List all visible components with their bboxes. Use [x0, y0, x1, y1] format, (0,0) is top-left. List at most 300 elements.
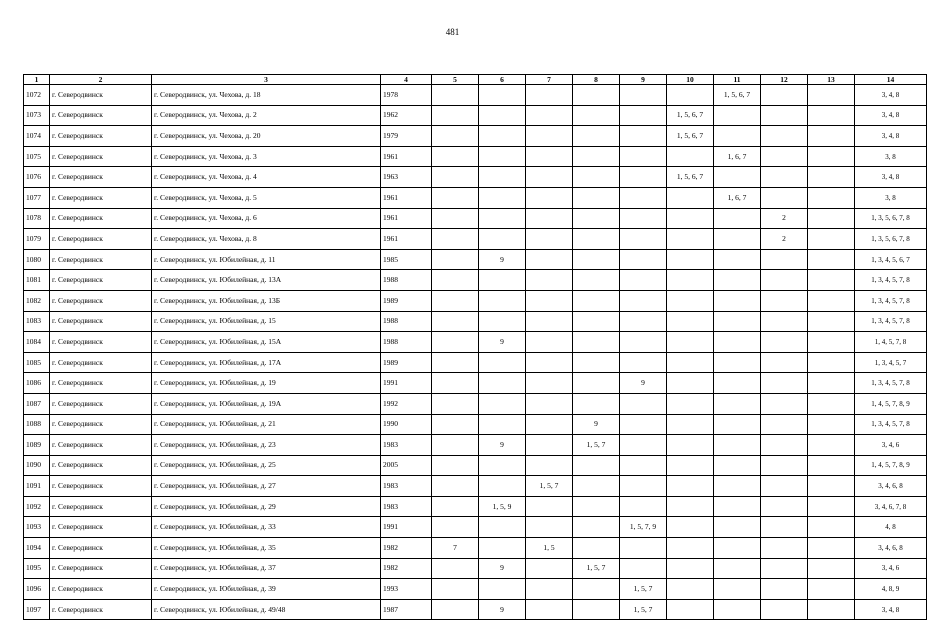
table-cell [432, 352, 479, 373]
table-cell [808, 579, 855, 600]
table-cell: 1992 [381, 393, 432, 414]
table-cell: 9 [573, 414, 620, 435]
table-cell [667, 393, 714, 414]
table-row [24, 105, 927, 126]
table-cell: г. Северодвинск, ул. Чехова, д. 2 [152, 105, 381, 126]
table-cell [526, 311, 573, 332]
table-cell: 3, 4, 8 [855, 126, 927, 147]
table-cell: 1, 5, 7, 9 [620, 517, 667, 538]
table-cell [479, 208, 526, 229]
table-cell: 1, 4, 5, 7, 8 [855, 332, 927, 353]
table-cell [479, 455, 526, 476]
table-cell [526, 352, 573, 373]
table-cell [432, 476, 479, 497]
table-cell [761, 187, 808, 208]
table-cell: 9 [479, 435, 526, 456]
table-cell [761, 352, 808, 373]
table-cell [526, 579, 573, 600]
table-cell [479, 538, 526, 559]
table-cell [667, 229, 714, 250]
table-cell [620, 146, 667, 167]
table-cell: г. Северодвинск, ул. Юбилейная, д. 19А [152, 393, 381, 414]
table-row [24, 146, 927, 167]
table-cell [808, 126, 855, 147]
table-cell: 1, 3, 4, 5, 7, 8 [855, 270, 927, 291]
table-cell [432, 311, 479, 332]
table-cell: 1, 3, 4, 5, 7, 8 [855, 311, 927, 332]
table-cell: 3, 8 [855, 146, 927, 167]
table-row [24, 332, 927, 353]
table-cell [526, 373, 573, 394]
table-cell [432, 85, 479, 106]
table-cell [714, 352, 761, 373]
table-cell [714, 538, 761, 559]
table-cell: 1988 [381, 311, 432, 332]
table-row [24, 455, 927, 476]
table-cell: 1091 [24, 476, 50, 497]
table-cell: г. Северодвинск, ул. Чехова, д. 5 [152, 187, 381, 208]
page-number: 481 [445, 27, 460, 37]
table-cell: 1, 3, 4, 5, 7, 8 [855, 373, 927, 394]
table-cell [667, 290, 714, 311]
table-cell: г. Северодвинск [50, 455, 152, 476]
table-cell: 3, 4, 8 [855, 85, 927, 106]
table-cell: г. Северодвинск [50, 517, 152, 538]
table-cell: 1088 [24, 414, 50, 435]
table-cell [714, 599, 761, 620]
table-cell [573, 517, 620, 538]
table-cell [573, 85, 620, 106]
table-cell [620, 476, 667, 497]
table-cell [573, 249, 620, 270]
table-cell [573, 290, 620, 311]
table-cell: г. Северодвинск [50, 270, 152, 291]
table-cell [573, 270, 620, 291]
table-cell: 2 [761, 208, 808, 229]
table-cell: 1, 3, 4, 5, 7, 8 [855, 414, 927, 435]
table-cell [714, 393, 761, 414]
table-cell [761, 393, 808, 414]
table-cell [479, 579, 526, 600]
table-cell: 1990 [381, 414, 432, 435]
table-cell: 1096 [24, 579, 50, 600]
table-cell [526, 229, 573, 250]
table-cell: 9 [479, 249, 526, 270]
table-cell [620, 414, 667, 435]
table-cell [808, 414, 855, 435]
table-cell [714, 373, 761, 394]
table-cell [714, 579, 761, 600]
table-cell [432, 496, 479, 517]
table-cell [479, 167, 526, 188]
table-cell [620, 229, 667, 250]
table-cell [667, 455, 714, 476]
table-cell [667, 270, 714, 291]
table-cell [808, 167, 855, 188]
table-cell [573, 229, 620, 250]
table-cell [432, 579, 479, 600]
table-cell: г. Северодвинск, ул. Юбилейная, д. 21 [152, 414, 381, 435]
table-cell [432, 105, 479, 126]
table-cell: 9 [620, 373, 667, 394]
table-cell [620, 85, 667, 106]
table-cell [667, 414, 714, 435]
table-cell: 1, 5, 7 [573, 435, 620, 456]
table-cell: г. Северодвинск, ул. Чехова, д. 20 [152, 126, 381, 147]
table-row [24, 249, 927, 270]
table-cell: 1085 [24, 352, 50, 373]
table-cell [573, 311, 620, 332]
table-cell: 1075 [24, 146, 50, 167]
table-cell: 1073 [24, 105, 50, 126]
table-cell [432, 599, 479, 620]
table-cell: 1, 4, 5, 7, 8, 9 [855, 455, 927, 476]
table-cell: 1961 [381, 146, 432, 167]
table-cell [808, 332, 855, 353]
column-header: 7 [526, 75, 573, 85]
table-cell [761, 455, 808, 476]
column-header: 5 [432, 75, 479, 85]
table-cell: 1090 [24, 455, 50, 476]
table-cell: г. Северодвинск, ул. Юбилейная, д. 29 [152, 496, 381, 517]
table-cell: 1072 [24, 85, 50, 106]
table-cell [620, 538, 667, 559]
table-cell: г. Северодвинск, ул. Юбилейная, д. 11 [152, 249, 381, 270]
table-cell: 1092 [24, 496, 50, 517]
table-cell: г. Северодвинск, ул. Юбилейная, д. 15 [152, 311, 381, 332]
table-cell: 1080 [24, 249, 50, 270]
table-cell [573, 579, 620, 600]
column-header: 12 [761, 75, 808, 85]
table-row [24, 290, 927, 311]
table-cell [808, 270, 855, 291]
table-cell: г. Северодвинск [50, 187, 152, 208]
table-cell: г. Северодвинск, ул. Юбилейная, д. 39 [152, 579, 381, 600]
table-cell: г. Северодвинск, ул. Юбилейная, д. 23 [152, 435, 381, 456]
table-cell [526, 105, 573, 126]
table-cell: 9 [479, 599, 526, 620]
table-cell [714, 126, 761, 147]
table-cell: 1083 [24, 311, 50, 332]
table-row [24, 414, 927, 435]
table-cell [432, 167, 479, 188]
table-cell [620, 558, 667, 579]
table-cell [808, 187, 855, 208]
column-header: 11 [714, 75, 761, 85]
table-cell: г. Северодвинск [50, 311, 152, 332]
table-cell [479, 373, 526, 394]
table-cell: 1993 [381, 579, 432, 600]
table-cell [714, 332, 761, 353]
table-cell: 1, 3, 5, 6, 7, 8 [855, 229, 927, 250]
table-cell [667, 538, 714, 559]
table-cell [620, 435, 667, 456]
table-cell: г. Северодвинск, ул. Чехова, д. 8 [152, 229, 381, 250]
table-cell [714, 105, 761, 126]
table-cell [761, 558, 808, 579]
table-cell [667, 208, 714, 229]
table-row [24, 538, 927, 559]
table-cell: 3, 4, 6 [855, 435, 927, 456]
table-cell [667, 352, 714, 373]
table-cell: 3, 4, 6, 8 [855, 476, 927, 497]
table-cell [808, 85, 855, 106]
table-cell: 1989 [381, 290, 432, 311]
table-cell: г. Северодвинск [50, 105, 152, 126]
table-cell [479, 229, 526, 250]
table-row [24, 126, 927, 147]
table-cell [667, 476, 714, 497]
table-cell: 1983 [381, 476, 432, 497]
table-cell [526, 187, 573, 208]
table-body [24, 85, 927, 620]
table-cell [573, 373, 620, 394]
table-cell: г. Северодвинск [50, 476, 152, 497]
table-cell: г. Северодвинск [50, 538, 152, 559]
table-cell [808, 558, 855, 579]
table-cell: г. Северодвинск, ул. Юбилейная, д. 17А [152, 352, 381, 373]
table-cell: 3, 4, 6, 8 [855, 538, 927, 559]
table-cell: г. Северодвинск, ул. Чехова, д. 18 [152, 85, 381, 106]
table-cell [761, 105, 808, 126]
table-cell [526, 393, 573, 414]
table-cell [808, 229, 855, 250]
table-cell: 1963 [381, 167, 432, 188]
table-cell: г. Северодвинск, ул. Чехова, д. 3 [152, 146, 381, 167]
table-cell: г. Северодвинск [50, 290, 152, 311]
table-cell [808, 496, 855, 517]
table-cell: 1, 5, 6, 7 [667, 126, 714, 147]
table-cell [432, 146, 479, 167]
table-cell: 1095 [24, 558, 50, 579]
table-cell [714, 558, 761, 579]
table-cell [620, 208, 667, 229]
table-cell [432, 332, 479, 353]
table-cell: 1076 [24, 167, 50, 188]
table-cell [761, 517, 808, 538]
table-cell: 1985 [381, 249, 432, 270]
table-cell: г. Северодвинск [50, 249, 152, 270]
table-cell: 2005 [381, 455, 432, 476]
table-cell: 1989 [381, 352, 432, 373]
table-cell: 1979 [381, 126, 432, 147]
table-cell: г. Северодвинск [50, 373, 152, 394]
table-cell: г. Северодвинск [50, 352, 152, 373]
table-cell [667, 311, 714, 332]
table-cell: г. Северодвинск, ул. Юбилейная, д. 15А [152, 332, 381, 353]
column-header: 3 [152, 75, 381, 85]
table-cell: 1983 [381, 496, 432, 517]
table-row [24, 558, 927, 579]
table-cell [573, 105, 620, 126]
table-cell: 3, 4, 6, 7, 8 [855, 496, 927, 517]
table-cell: 1988 [381, 332, 432, 353]
table-row [24, 167, 927, 188]
table-cell [808, 393, 855, 414]
table-cell [573, 599, 620, 620]
table-cell: г. Северодвинск [50, 558, 152, 579]
table-cell [526, 414, 573, 435]
table-cell [573, 455, 620, 476]
table-cell: г. Северодвинск [50, 393, 152, 414]
table-cell: 1961 [381, 229, 432, 250]
table-cell: 1, 6, 7 [714, 187, 761, 208]
table-cell: 7 [432, 538, 479, 559]
table-cell: 3, 4, 8 [855, 105, 927, 126]
table-cell [761, 373, 808, 394]
table-cell [479, 517, 526, 538]
table-cell: г. Северодвинск [50, 332, 152, 353]
table-cell [620, 352, 667, 373]
table-cell: г. Северодвинск [50, 146, 152, 167]
table-cell: г. Северодвинск, ул. Юбилейная, д. 19 [152, 373, 381, 394]
table-cell [808, 455, 855, 476]
table-cell [526, 208, 573, 229]
table-row [24, 187, 927, 208]
table-cell [432, 187, 479, 208]
table-cell [667, 435, 714, 456]
table-cell [526, 517, 573, 538]
table-cell: 4, 8, 9 [855, 579, 927, 600]
table-cell [620, 126, 667, 147]
table-cell [714, 476, 761, 497]
table-cell: г. Северодвинск, ул. Юбилейная, д. 49/48 [152, 599, 381, 620]
table-cell [526, 290, 573, 311]
table-cell: 1087 [24, 393, 50, 414]
table-cell: г. Северодвинск [50, 435, 152, 456]
table-cell [620, 290, 667, 311]
table-cell: 3, 8 [855, 187, 927, 208]
table-cell: 1, 3, 4, 5, 7, 8 [855, 290, 927, 311]
table-cell [714, 229, 761, 250]
table-cell: 1, 3, 5, 6, 7, 8 [855, 208, 927, 229]
table-cell [761, 311, 808, 332]
table-cell [761, 538, 808, 559]
table-cell [479, 187, 526, 208]
table-row [24, 599, 927, 620]
table-cell: г. Северодвинск, ул. Юбилейная, д. 37 [152, 558, 381, 579]
table-cell: 1086 [24, 373, 50, 394]
table-cell: 1094 [24, 538, 50, 559]
table-row [24, 517, 927, 538]
table-cell [667, 373, 714, 394]
table-cell [620, 105, 667, 126]
table-cell: 9 [479, 332, 526, 353]
table-cell [432, 290, 479, 311]
table-cell: г. Северодвинск, ул. Юбилейная, д. 25 [152, 455, 381, 476]
table-cell [573, 476, 620, 497]
table-cell: 3, 4, 6 [855, 558, 927, 579]
table-cell: 1, 5, 7 [526, 476, 573, 497]
table-cell [761, 476, 808, 497]
table-row [24, 393, 927, 414]
table-cell: 1, 5, 6, 7 [667, 167, 714, 188]
table-row [24, 311, 927, 332]
table-cell: 1991 [381, 373, 432, 394]
table-cell [526, 599, 573, 620]
table-cell [808, 538, 855, 559]
table-cell: 1084 [24, 332, 50, 353]
registry-table [23, 74, 927, 620]
column-header: 8 [573, 75, 620, 85]
table-cell [714, 455, 761, 476]
table-cell: 1077 [24, 187, 50, 208]
table-cell [714, 249, 761, 270]
column-header: 2 [50, 75, 152, 85]
table-cell: 1079 [24, 229, 50, 250]
table-cell: 1097 [24, 599, 50, 620]
table-cell: 1074 [24, 126, 50, 147]
table-cell [761, 290, 808, 311]
table-cell [432, 373, 479, 394]
table-cell [714, 290, 761, 311]
table-cell: 1982 [381, 538, 432, 559]
table-cell: г. Северодвинск [50, 579, 152, 600]
header-row [24, 75, 927, 85]
table-cell [667, 517, 714, 538]
table-cell: г. Северодвинск [50, 126, 152, 147]
table-cell [620, 496, 667, 517]
table-cell [479, 105, 526, 126]
table-cell: г. Северодвинск, ул. Юбилейная, д. 13А [152, 270, 381, 291]
table-cell [526, 146, 573, 167]
table-cell [714, 208, 761, 229]
table-cell [573, 352, 620, 373]
table-cell [573, 538, 620, 559]
table-cell [714, 414, 761, 435]
table-cell [432, 208, 479, 229]
table-cell: 4, 8 [855, 517, 927, 538]
table-cell: 9 [479, 558, 526, 579]
table-cell: 1, 5, 7 [573, 558, 620, 579]
table-cell: г. Северодвинск [50, 167, 152, 188]
table-row [24, 229, 927, 250]
table-cell [667, 599, 714, 620]
table-cell [620, 332, 667, 353]
table-cell: г. Северодвинск, ул. Юбилейная, д. 27 [152, 476, 381, 497]
table-cell [761, 249, 808, 270]
table-cell: 1961 [381, 187, 432, 208]
table-cell [808, 476, 855, 497]
table-cell [620, 311, 667, 332]
table-cell [667, 187, 714, 208]
table-cell [714, 435, 761, 456]
table-row [24, 476, 927, 497]
table-cell: 1983 [381, 435, 432, 456]
table-cell [526, 332, 573, 353]
table-cell [808, 352, 855, 373]
table-cell [808, 208, 855, 229]
table-cell [761, 126, 808, 147]
table-cell: 1962 [381, 105, 432, 126]
table-cell [573, 146, 620, 167]
table-cell [526, 270, 573, 291]
table-cell [714, 270, 761, 291]
column-header: 14 [855, 75, 927, 85]
table-row [24, 496, 927, 517]
table-cell: г. Северодвинск [50, 599, 152, 620]
table-cell [714, 311, 761, 332]
table-cell [620, 249, 667, 270]
table-cell [761, 579, 808, 600]
table-cell [808, 311, 855, 332]
table-cell [479, 352, 526, 373]
table-cell [479, 290, 526, 311]
table-row [24, 579, 927, 600]
table-row [24, 208, 927, 229]
table-cell [573, 126, 620, 147]
table-cell: 1, 5, 9 [479, 496, 526, 517]
